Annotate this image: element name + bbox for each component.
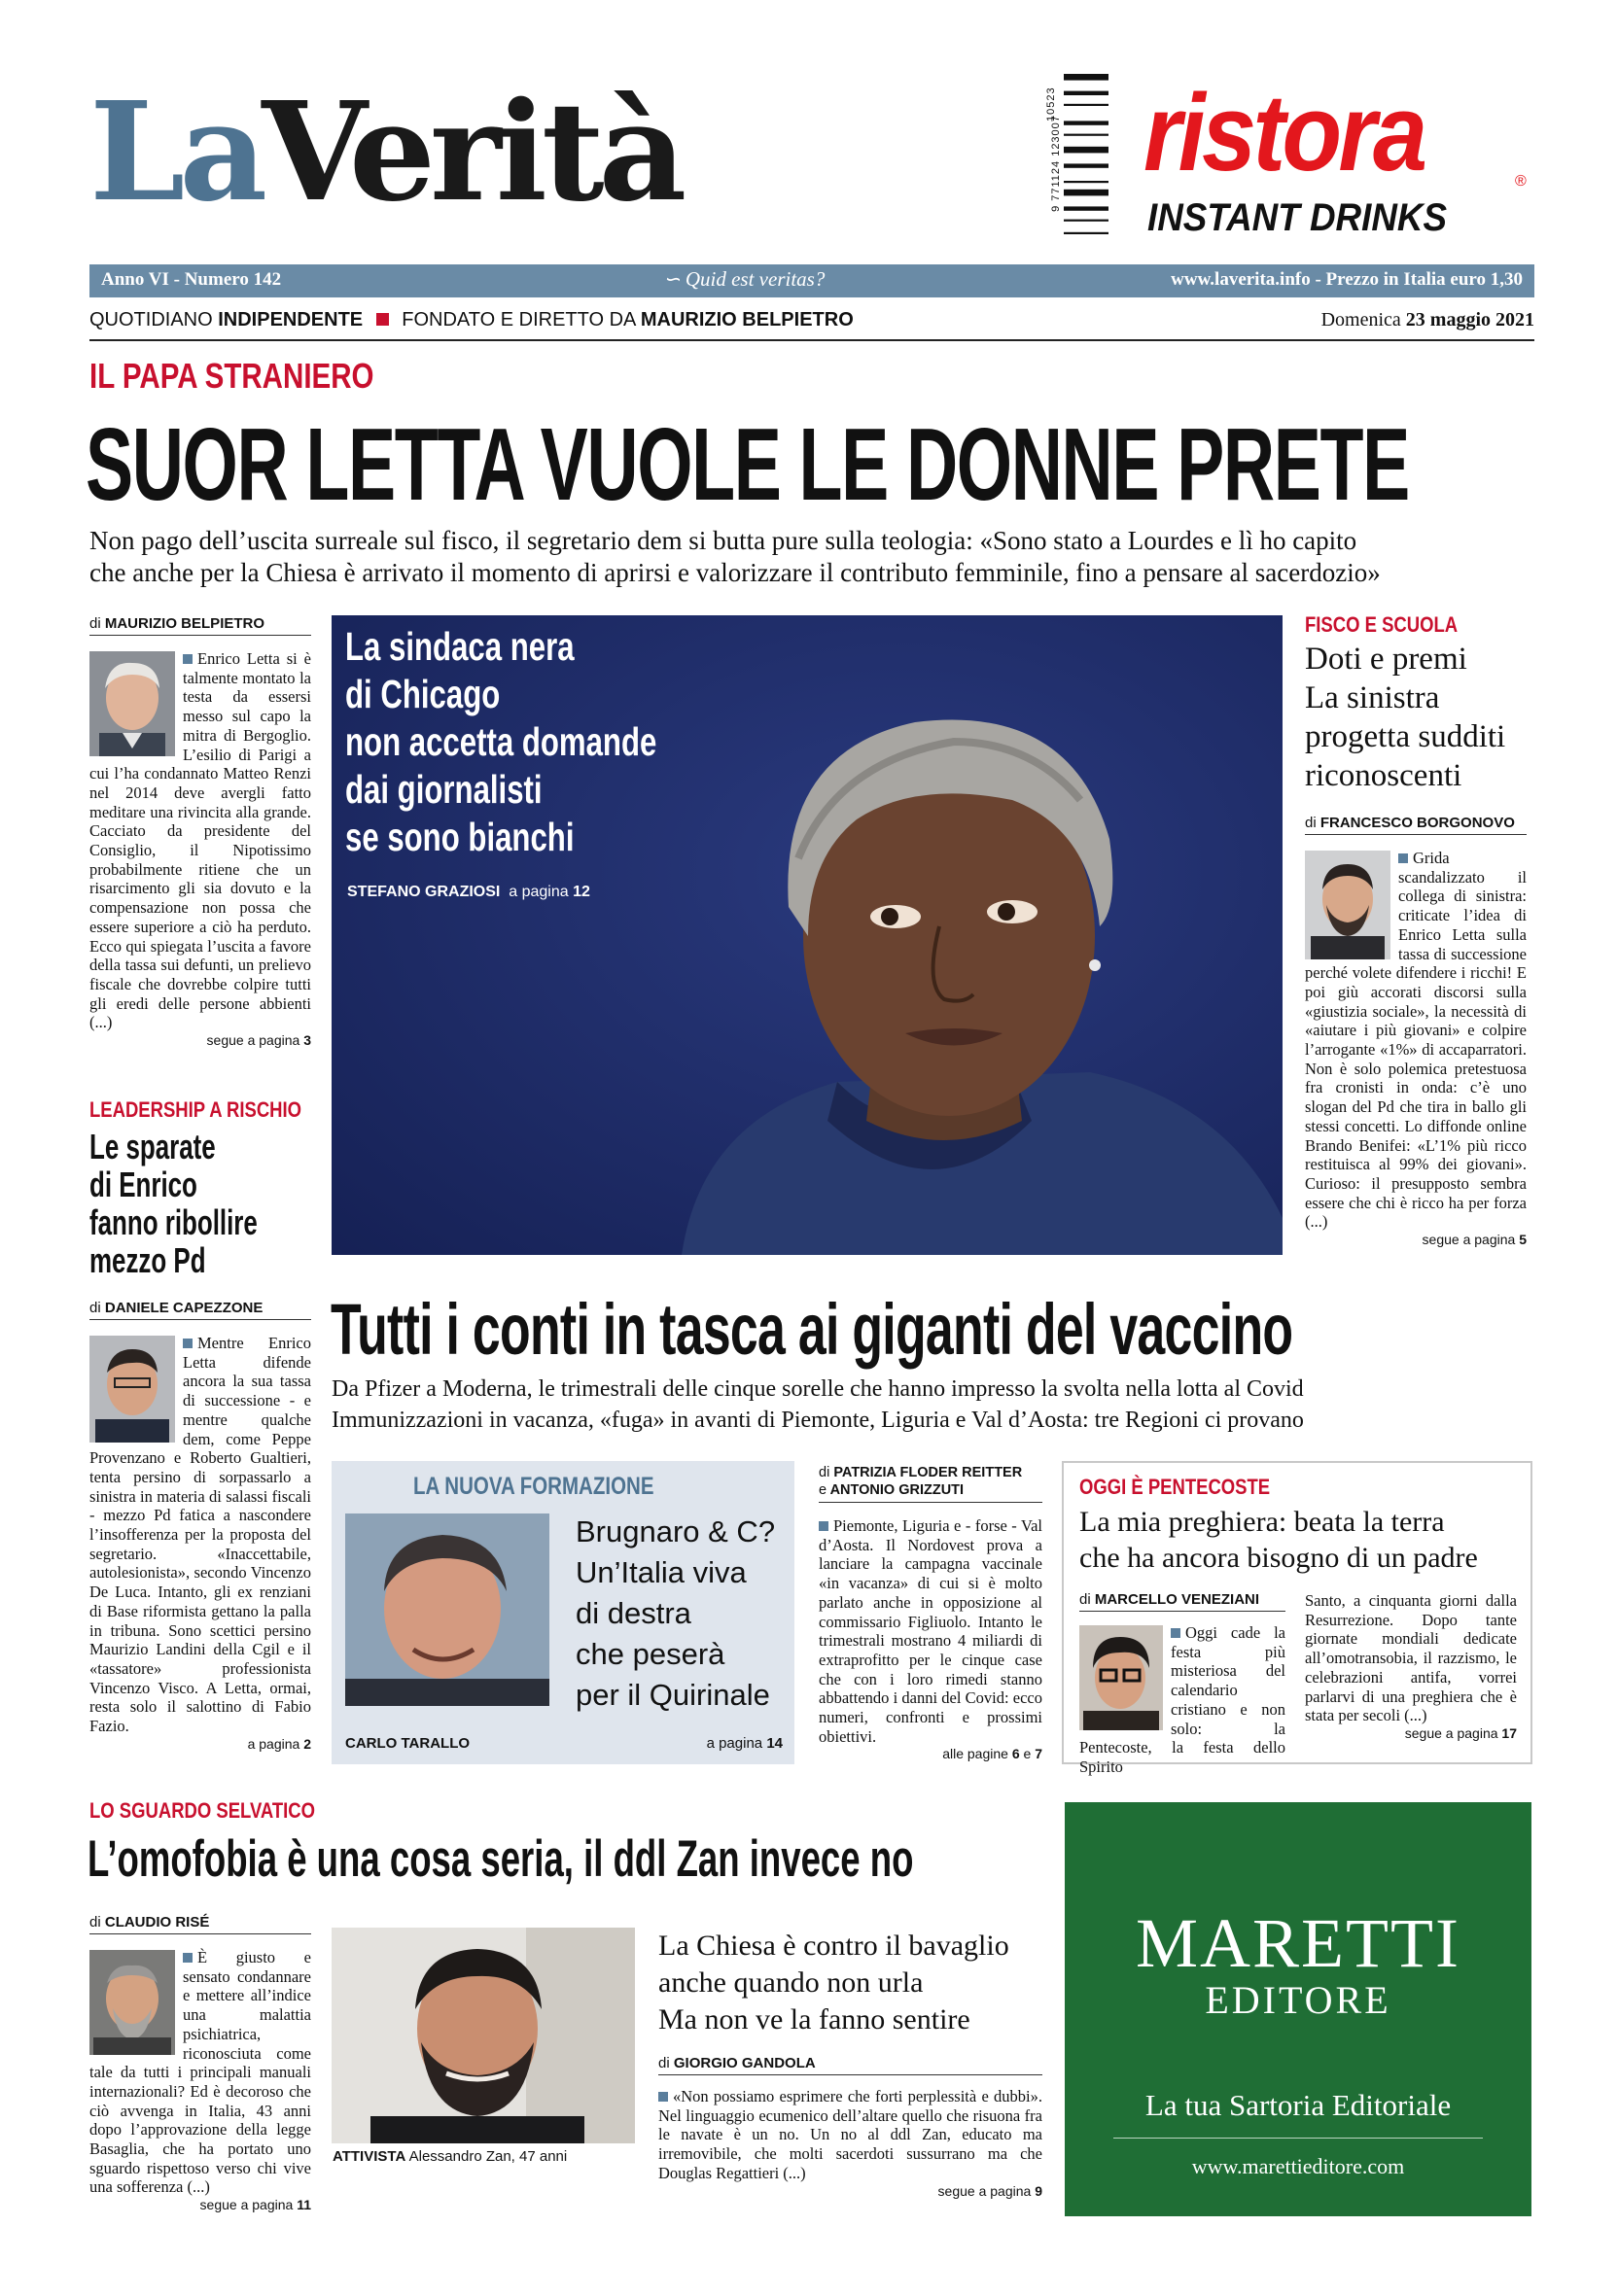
fisco-headline[interactable]: [1305, 640, 1505, 795]
formazione-line: per il Quirinale: [576, 1678, 770, 1712]
leadership-headline[interactable]: [89, 1128, 323, 1279]
photo-story-credit[interactable]: STEFANO GRAZIOSI a pagina 12: [347, 884, 590, 900]
fisco-line: La sinistra: [1305, 680, 1440, 715]
maretti-brand: MARETTI: [1136, 1904, 1460, 1982]
motto-text: Quid est veritas?: [685, 267, 826, 291]
photo-story-line: di Chicago: [345, 672, 501, 716]
pentecoste-col2: [1305, 1591, 1517, 1741]
vaccine-deck-line1: Da Pfizer a Moderna, le trimestrali delle cinque sorelle che hanno impresso la svolta nella lotta al Covid: [332, 1376, 1304, 1402]
fisco-kicker: FISCO E SCUOLA: [1305, 612, 1459, 637]
portrait-capezzone: [89, 1336, 175, 1443]
piemonte-text: Piemonte, Liguria e - forse - Val d’Aosta. Il Nordovest prova a lanciare la campagna vaccinale «in vacanza» di cui si è molto parlato anche in opposizione al commissario Figliuolo. Intanto le trimestrali mostrano 4 miliardi di extraprofitto per le cinque case che con i loro rimedi stanno abbattendo i danni del Covid: ecco numeri, confronti e prossimi obiettivi.: [819, 1516, 1042, 1746]
portrait-borgonovo: [1305, 851, 1390, 959]
leadership-line: fanno ribollire: [89, 1202, 258, 1242]
tagline: [89, 309, 854, 331]
lead-kicker: IL PAPA STRANIERO: [89, 356, 374, 396]
masthead-band: [89, 264, 1534, 297]
photo-story-line: non accetta domande: [345, 719, 657, 764]
leadership-article: [89, 1300, 311, 1752]
issue-number: Anno VI - Numero 142: [101, 269, 282, 290]
omofobia-kicker: LO SGUARDO SELVATICO: [89, 1798, 316, 1823]
editorial-byline: [89, 615, 311, 636]
barcode-stripe: [1064, 91, 1108, 95]
date-prefix: Domenica: [1320, 309, 1401, 330]
portrait-veneziani: [1079, 1625, 1163, 1730]
portrait-zan: [332, 1928, 635, 2143]
masthead-logo: [89, 70, 867, 245]
leadership-line: Le sparate: [89, 1127, 216, 1166]
masthead-rule: [89, 339, 1534, 341]
byline-name: MAURIZIO BELPIETRO: [104, 615, 265, 632]
chiesa-byline: di GIORGIO GANDOLA: [658, 2055, 1042, 2075]
barcode-stripe: [1064, 163, 1108, 167]
piemonte-byline: di PATRIZIA FLODER REITTER e ANTONIO GRIZZUTI: [819, 1464, 1042, 1503]
photo-story-line: dai giornalisti: [345, 767, 543, 812]
barcode-stripe: [1064, 147, 1108, 154]
chiesa-text: «Non possiamo esprimere che forti perplessità e dubbi». Nel linguaggio ecumenico dell’altare quello che risuona fra le navate è un no. Un no al ddl Zan, educato ma irremovibile, che molti sacerdoti sussurrano ma che Douglas Regattieri (...): [658, 2087, 1042, 2182]
fisco-line: Doti e premi: [1305, 642, 1467, 677]
barcode-stripe: [1064, 190, 1108, 196]
maretti-divider: [1113, 2138, 1483, 2139]
photo-story-headline: [345, 623, 755, 861]
bullet-square-icon: [183, 1339, 193, 1348]
tag-fondato: FONDATO E DIRETTO DA: [402, 309, 636, 330]
pentecoste-text2: Santo, a cinquanta giorni dalla Resurrezione. Dopo tante giornate mondiali dedicate all’omotransobia, il razzismo, le celebrazioni antifa, vorrei parlarvi di una preghiera che è stata per secoli (...): [1305, 1591, 1517, 1725]
formazione-author: CARLO TARALLO: [345, 1735, 471, 1752]
barcode-number: 9 771124 123007: [1050, 115, 1062, 212]
maretti-url[interactable]: www.marettieditore.com: [1191, 2154, 1405, 2178]
leadership-byline: di DANIELE CAPEZZONE: [89, 1300, 311, 1320]
logo-la: La: [89, 73, 263, 232]
site-price: www.laverita.info - Prezzo in Italia euro 1,30: [1171, 269, 1523, 290]
leadership-line: di Enrico: [89, 1165, 197, 1204]
fisco-line: progetta sudditi: [1305, 719, 1506, 754]
omofobia-segue[interactable]: segue a pagina 11: [199, 2197, 311, 2213]
formazione-kicker: LA NUOVA FORMAZIONE: [413, 1473, 654, 1500]
piemonte-segue[interactable]: alle pagine 6 e 7: [942, 1746, 1042, 1762]
tag-quotidiano: QUOTIDIANO: [89, 309, 213, 330]
editorial: [89, 615, 311, 1048]
motto: [663, 267, 825, 292]
ristora-brand: ristora: [1143, 72, 1425, 193]
lead-deck-line1: Non pago dell’uscita surreale sul fisco, il segretario dem si butta pure sulla teologia: «Sono stato a Lourdes e lì ho capito: [89, 526, 1357, 555]
barcode-issue: 10523: [1045, 87, 1057, 122]
pentecoste-text1: Oggi cade la festa più misteriosa del calendario cristiano e non solo: la Pentecoste, la festa dello Spirito: [1079, 1623, 1285, 1776]
bullet-square-icon: [1398, 853, 1408, 863]
lead-headline[interactable]: SUOR LETTA VUOLE LE DONNE PRETE: [86, 407, 1409, 522]
zan-caption: ATTIVISTA Alessandro Zan, 47 anni: [333, 2148, 568, 2165]
bullet-square-icon: [658, 2092, 668, 2102]
formazione-line: Un’Italia viva: [576, 1555, 747, 1589]
omofobia-text: È giusto e sensato condannare e mettere all’indice una malattia psichiatrica, riconosciuta come tale da tutti i principali manuali internazionali? Ed è decoroso che ciò avvenga in Italia, 43 anni dopo l’approvazione della legge Basaglia, che ha portato uno sguardo rispettoso verso chi vive una sofferenza (...): [89, 1948, 311, 2197]
pentecoste-byline: di MARCELLO VENEZIANI: [1079, 1591, 1285, 1612]
barcode-stripe: [1064, 104, 1108, 106]
tag-director: MAURIZIO BELPIETRO: [640, 309, 854, 330]
formazione-page: a pagina 14: [706, 1735, 783, 1752]
omofobia-byline: di CLAUDIO RISÉ: [89, 1914, 311, 1934]
maretti-sub: EDITORE: [1205, 1978, 1391, 2022]
barcode-stripe: [1064, 121, 1108, 124]
avatar-belpietro: [89, 651, 175, 756]
avatar-borgonovo: [1305, 851, 1390, 959]
photo-story[interactable]: [332, 615, 1283, 1255]
fisco-article: [1305, 815, 1527, 1247]
barcode: [1038, 74, 1110, 249]
omofobia-article: [89, 1914, 311, 2212]
date: [1321, 309, 1534, 331]
editorial-segue[interactable]: segue a pagina 3: [206, 1032, 311, 1049]
ristora-sub: INSTANT DRINKS: [1147, 196, 1448, 239]
leadership-text: Mentre Enrico Letta difende ancora la sua tassa di successione - e mentre qualche dem, come Peppe Provenzano e Roberto Gualtieri, tenta persino di sorpassarlo a sinistra in materia di salassi fiscali - mezzo Pd fatica a nascondere l’insofferenza per la proposta del segretario. «Inaccettabile, autolesionista», secondo Vincenzo De Luca. Intanto, gli ex renziani di Base riformista gettano la palla in tribuna. Sono scettici persino Maurizio Landini della Cgil e il «tassatore» professionista Vincenzo Visco. A Letta, ormai, resta solo il salottino di Fabio Fazio.: [89, 1334, 311, 1736]
vaccine-deck-line2: Immunizzazioni in vacanza, «fuga» in avanti di Piemonte, Liguria e Val d’Aosta: tre Regioni ci provano: [332, 1408, 1304, 1433]
portrait-belpietro: [89, 651, 175, 756]
red-square-icon: [376, 313, 389, 326]
avatar-capezzone: [89, 1336, 175, 1443]
maretti-tagline: La tua Sartoria Editoriale: [1144, 2088, 1452, 2122]
formazione-photo: [345, 1513, 549, 1706]
bullet-square-icon: [819, 1521, 828, 1531]
pentecoste-line: La mia preghiera: beata la terra: [1079, 1506, 1445, 1538]
maretti-ad[interactable]: [1065, 1802, 1531, 2216]
chiesa-line: La Chiesa è contro il bavaglio: [658, 1930, 1009, 1962]
leadership-kicker: LEADERSHIP A RISCHIO: [89, 1097, 302, 1122]
avatar-rise: [89, 1950, 175, 2055]
barcode-stripe: [1064, 206, 1108, 210]
tag-indipendente: INDIPENDENTE: [218, 309, 364, 330]
ristora-reg: ®: [1515, 173, 1527, 190]
swirl-left-icon: ∽: [663, 267, 686, 291]
formazione-box[interactable]: [332, 1461, 794, 1764]
barcode-stripe: [1064, 232, 1108, 234]
barcode-stripe: [1064, 74, 1108, 81]
zan-photo: [332, 1928, 635, 2143]
fisco-byline: di FRANCESCO BORGONOVO: [1305, 815, 1527, 835]
date-bold: 23 maggio 2021: [1405, 309, 1534, 330]
pentecoste-segue[interactable]: segue a pagina 17: [1404, 1724, 1517, 1741]
logo-verita: Verità: [262, 73, 682, 232]
pentecoste-kicker: OGGI È PENTECOSTE: [1079, 1475, 1271, 1499]
portrait-rise: [89, 1950, 175, 2055]
photo-story-line: La sindaca nera: [345, 624, 575, 669]
chiesa-line: Ma non ve la fanno sentire: [658, 2003, 970, 2035]
chiesa-line: anche quando non urla: [658, 1966, 924, 1999]
portrait-brugnaro: [345, 1513, 549, 1706]
photo-story-line: se sono bianchi: [345, 815, 575, 859]
fisco-text: Grida scandalizzato il collega di sinistra: criticate l’idea di Enrico Letta sulla tassa di successione perché volete difendere i ricchi! E poi giù accorati discorsi sulla «giustizia sociale», la necessità di «aiutare i più giovani» e colpire l’arrogante «1%» di accaparratori. Non è solo polemica pretestuosa fra cronisti in onda: c’è uno slogan del Pd che tira in ballo gli stessi concetti. Lo diffonde online Brando Benifei: «L’1% più ricco restituisca al 99% dei giovani». Curioso: il presupposto sembra essere che chi è ricco ha per forza (...): [1305, 849, 1527, 1232]
ristora-ad[interactable]: [1138, 72, 1546, 246]
pentecoste-box[interactable]: [1062, 1461, 1532, 1776]
formazione-line: che peserà: [576, 1637, 725, 1671]
leadership-segue[interactable]: a pagina 2: [247, 1735, 311, 1752]
chiesa-segue[interactable]: segue a pagina 9: [937, 2182, 1042, 2199]
chiesa-headline[interactable]: [658, 1928, 1009, 2038]
bullet-square-icon: [183, 1953, 193, 1963]
formazione-line: di destra: [576, 1596, 691, 1630]
lead-deck: [89, 525, 1538, 589]
fisco-line: riconoscenti: [1305, 758, 1462, 793]
pentecoste-line: che ha ancora bisogno di un padre: [1079, 1542, 1478, 1574]
editorial-text: Enrico Letta si è talmente montato la testa da essersi messo sul capo la mitra di Bergoglio. L’esilio di Parigi a cui l’ha condannato Matteo Renzi nel 2014 deve avergli fatto meditare una rivincita alla grande. Cacciato da presidente del Consiglio, il Nipotissimo probabilmente ritiene che un risarcimento gli sia dovuto e la compensazione non possa che essere superiore a ciò ha perduto. Ecco qui spiegata l’uscita a favore della tassa sui defunti, un prelievo fiscale che dovrebbe colpire tutti gli eredi delle persone abbienti (...): [89, 649, 311, 1032]
formazione-line: Brugnaro & C?: [576, 1514, 776, 1548]
barcode-stripe: [1064, 134, 1108, 136]
omofobia-headline[interactable]: L’omofobia è una cosa seria, il ddl Zan invece no: [88, 1830, 914, 1888]
pentecoste-headline: [1079, 1504, 1478, 1576]
byline-di: di: [89, 615, 101, 632]
leadership-line: mezzo Pd: [89, 1240, 206, 1280]
barcode-stripe: [1064, 220, 1108, 222]
pentecoste-col1: [1079, 1623, 1285, 1777]
vaccine-deck: [332, 1374, 1304, 1436]
vaccine-headline[interactable]: Tutti i conti in tasca ai giganti del vaccino: [331, 1289, 1293, 1370]
bullet-square-icon: [1171, 1628, 1180, 1638]
formazione-headline: [576, 1512, 775, 1716]
avatar-veneziani: [1079, 1625, 1163, 1730]
piemonte-article: [819, 1464, 1042, 1761]
fisco-segue[interactable]: segue a pagina 5: [1422, 1232, 1527, 1248]
barcode-stripe: [1064, 181, 1108, 183]
chiesa-article: [658, 2055, 1042, 2199]
lead-deck-line2: che anche per la Chiesa è arrivato il momento di aprirsi e valorizzare il contributo femminile, fino a pensare al sacerdozio»: [89, 558, 1381, 587]
bullet-square-icon: [183, 654, 193, 664]
